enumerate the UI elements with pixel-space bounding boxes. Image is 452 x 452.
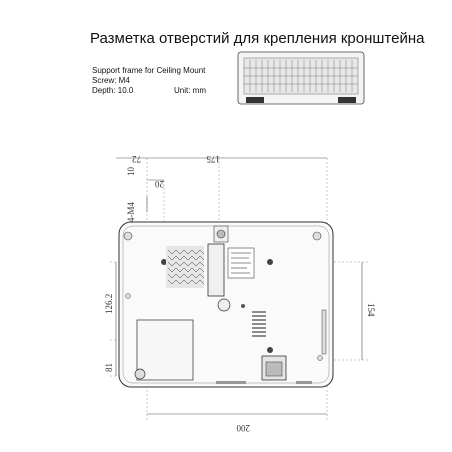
dim-right: 154 xyxy=(366,303,376,317)
mount-hole-4 xyxy=(267,347,273,353)
access-cover xyxy=(137,320,193,380)
honeycomb-vent xyxy=(166,246,204,288)
dim-offset-top: 20 xyxy=(155,179,164,189)
spec-unit: Unit: mm xyxy=(174,86,206,95)
foot-top-right xyxy=(313,232,321,240)
dim-top-right: 175 xyxy=(206,154,220,164)
projector-side-view xyxy=(238,52,364,104)
center-foot xyxy=(218,299,230,311)
dim-top-left: 72 xyxy=(132,154,141,164)
label-plate xyxy=(228,248,254,278)
foot-bottom-left xyxy=(135,369,145,379)
foot-top-left xyxy=(124,232,132,240)
dim-left-a: 126.2 xyxy=(104,293,114,314)
dim-small-vertical: 10 xyxy=(126,167,136,176)
side-vent xyxy=(252,312,266,336)
mount-hole-2 xyxy=(267,259,273,265)
spec-support-frame: Support frame for Ceiling Mount xyxy=(92,66,206,75)
dim-bottom: 200 xyxy=(236,423,250,433)
center-slot xyxy=(208,244,224,296)
spec-depth: Depth: 10.0 xyxy=(92,86,134,95)
projector-bottom-view xyxy=(119,222,333,387)
dim-screw-label: 4-M4 xyxy=(126,202,136,222)
dim-left-b: 81 xyxy=(104,363,114,372)
page-title: Разметка отверстий для крепления кронштейна xyxy=(90,30,425,47)
spec-screw: Screw: M4 xyxy=(92,76,130,85)
